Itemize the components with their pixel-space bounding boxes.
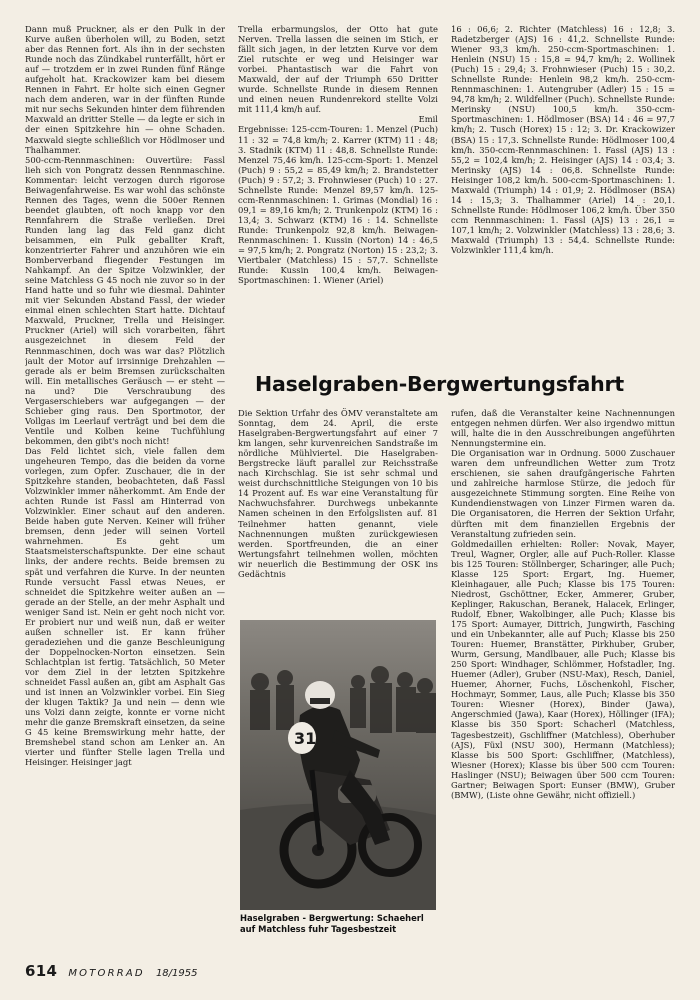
- svg-text:31: 31: [294, 729, 317, 748]
- issue-number: 18/1955: [155, 968, 198, 979]
- paragraph: Die Sektion Urfahr des ÖMV veranstaltete am Sonntag, dem 24. April, die erste Haselgraben-Bergwertungsfahrt auf einer 7 km langen, sehr kurvenreichen Sandstraße im nördliche Mühlviertel. Die Haselgraben-Bergstrecke läuft parallel zur Reichsstraße nach Kirchschlag. Sie ist sehr schmal und weist durchschnittliche Steigungen von 10 bis 14 Prozent auf. Es war eine Veranstaltung für Nachwuchsfahrer. Durchwegs unbekannte Namen scheinen in den Erfolgslisten auf. 81 Teilnehmer hatten genannt, viele Nachnennungen mußten zurückgewiesen werden. Sportfreunden, die an einer Wertungsfahrt teilnehmen wollen, möchten wir neuerlich die Bestimmung der OSK ins Gedächtnis: [238, 408, 438, 579]
- motorcycle-rider-image: [240, 620, 436, 910]
- magazine-name: MOTORRAD: [68, 968, 145, 979]
- paragraph: Das Feld lichtet sich, viele fallen dem ungeheuren Tempo, das die beiden da vorne vorlegen, zum Opfer. Zuschauer, die in der Spitzkehre standen, beobachteten, daß Fassl Volzwinkler immer näherkommt. Am Ende der achten Runde ist Fassl am Hinterrad von Volzwinkler. Einer schaut auf den anderen. Beide haben gute Nerven. Keiner will früher bremsen, denn jeder will seinen Vorteil wahrnehmen. Es geht um Staatsmeisterschaftspunkte. Der eine schaut links, der andere rechts. Beide bremsen zu spät und verfahren die Kurve. In der neunten Runde versucht Fassl etwas Neues, er schneidet die Spitzkehre weiter außen an — gerade an der Stelle, an der mehr Asphalt und weniger Sand ist. Nein er geht noch nicht vor. Er probiert nur und weiß nun, daß er weiter außen schneller ist. Er kann früher geradeziehen und die ganze Beschleunigung der Doppelnocken-Norton einsetzen. Sein Schlachtplan ist fertig. Tatsächlich, 50 Meter vor dem Ziel in der letzten Spitzkehre schneidet Fassl außen an, gibt am Asphalt Gas und ist innen an Volzwinkler vorbei. Ein Sieg der klugen Taktik? Ja und nein — denn wie uns Volzi dann zeigte, konnte er vorne nicht mehr die ganze Bremskraft einsetzen, da seine G 45 keine Bremswirkung mehr hatte, der Bremshebel stand schon am Lenker an. An vierter und fünfter Stelle lagen Trella und Heisinger. Heisinger jagt: [25, 445, 225, 768]
- article-column-1: [25, 24, 225, 959]
- results-paragraph: 16 : 06,6; 2. Richter (Matchless) 16 : 12,8; 3. Radetzberger (AJS) 16 : 41,2. Schnellste Runde: Wiener 93,3 km/h. 250-ccm-Sportmaschinen: 1. Henlein (NSU) 15 : 15,8 = 94,7 km/h; 2. Wollinek (Puch) 15 : 29,4; 3. Frohnwieser (Puch) 15 : 30,2. Schnellste Runde: Henlein 98,2 km/h. 250-ccm-Rennmaschinen: 1. Autengruber (Adler) 15 : 15 = 94,78 km/h; 2. Wildfellner (Puch). Schnellste Runde: Merinsky (NSU) 100,5 km/h. 350-ccm-Sportmaschinen: 1. Hödlmoser (BSA) 14 : 46 = 97,7 km/h; 2. Tusch (Horex) 15 : 12; 3. Dr. Krackowizer (BSA) 15 : 17,3. Schnellste Runde: Hödlmoser 100,4 km/h. 350-ccm-Rennmaschinen: 1. Fassl (AJS) 13 : 55,2 = 102,4 km/h; 2. Heisinger (AJS) 14 : 03,4; 3. Merinsky (AJS) 14 : 06,8. Schnellste Runde: Heisinger 108,2 km/h. 500-ccm-Sportmaschinen: 1. Maxwald (Triumph) 14 : 01,9; 2. Hödlmoser (BSA) 14 : 15,3; 3. Thalhammer (Ariel) 14 : 20,1. Schnellste Runde: Hödlmoser 106,2 km/h. Über 350 ccm Rennmaschinen: 1. Fassl (AJS) 13 : 26,1 = 107,1 km/h; 2. Volzwinkler (Matchless) 13 : 28,6; 3. Maxwald (Triumph) 13 : 54,4. Schnellste Runde: Volzwinkler 111,4 km/h.: [451, 24, 675, 256]
- results-paragraph: Ergebnisse: 125-ccm-Touren: 1. Menzel (Puch) 11 : 32 = 74,8 km/h; 2. Karrer (KTM) 11 : 48; 3. Stadnik (KTM) 11 : 48,8. Schnellste Runde: Menzel 75,46 km/h. 125-ccm-Sport: 1. Menzel (Puch) 9 : 55,2 = 85,49 km/h; 2. Brandstetter (Puch) 9 : 57,2; 3. Frohnwieser (Puch) 10 : 27. Schnellste Runde: Menzel 89,57 km/h. 125-ccm-Rennmaschinen: 1. Grimas (Mondial) 16 : 09,1 = 89,16 km/h; 2. Trunkenpolz (KTM) 16 : 13,4; 3. Schwarz (KTM) 16 : 14. Schnellste Runde: Trunkenpolz 92,8 km/h. Beiwagen-Rennmaschinen: 1. Kussin (Norton) 14 : 46,5 = 97,5 km/h; 2. Pongratz (Norton) 15 : 23,2; 3. Viertbaler (Matchless) 15 : 57,7. Schnellste Runde: Kussin 100,4 km/h. Beiwagen-Sportmaschinen: 1. Wiener (Ariel): [238, 124, 438, 286]
- author-signature: Emil: [418, 114, 438, 125]
- haselgraben-column-2: [451, 408, 675, 953]
- page-footer: [25, 961, 425, 981]
- paragraph: Die Organisation war in Ordnung. 5000 Zuschauer waren dem unfreundlichen Wetter zum Trotz erschienen, sie sahen draufgängerische Fahrten und zahlreiche harmlose Stürze, die jedoch für ausgezeichnete Stimmung sorgten. Eine Reihe von Kundendienstwagen von Linzer Firmen waren da. Die Organisatoren, die Herren der Sektion Urfahr, dürften mit dem finanziellen Ergebnis der Veranstaltung zufrieden sein.: [451, 448, 675, 539]
- page-number: 614: [25, 962, 58, 980]
- haselgraben-column-1: [238, 408, 438, 613]
- paragraph: rufen, daß die Veranstalter keine Nachnennungen entgegen nehmen dürfen. Wer also irgendwo mittun will, halte die in den Ausschreibungen angeführten Nennungstermine ein.: [451, 408, 675, 449]
- paragraph: Trella erbarmungslos, der Otto hat gute Nerven. Trella lassen die seinen im Stich, er fällt sich jagen, in der letzten Kurve vor dem Ziel rutschte er weg und Heisinger war vorbei. Phantastisch war die Fahrt von Maxwald, der auf der Triumph 650 Dritter wurde. Schnellste Runde in diesem Rennen und einen neuen Rundenrekord stellte Volzi mit 111,4 km/h auf.: [238, 24, 438, 115]
- photo-caption: Haselgraben - Bergwertung: Schaeherl auf Matchless fuhr Tagesbestzeit: [240, 913, 424, 934]
- article-column-3: [451, 24, 675, 384]
- article-headline: Haselgraben-Bergwertungsfahrt: [255, 372, 625, 396]
- race-photo: [240, 620, 436, 910]
- paragraph: Dann muß Pruckner, als er den Pulk in der Kurve außen überholen will, zu Boden, setzt aber das Rennen fort. Als ihn in der sechsten Runde noch das Zündkabel runterfällt, hört er auf — trotzdem er in zwei Runden fünf Ränge aufgeholt hat. Krackowizer kam bei diesem Rennen in Fahrt. Er holte sich einen Gegner nach dem anderen, war in der fünften Runde mit nur sechs Sekunden hinter dem führenden Maxwald an dritter Stelle — da legte er sich in der einen Spitzkehre hin — ohne Schaden. Maxwald siegte schließlich vor Hödlmoser und Thalhammer.: [25, 24, 225, 155]
- results-paragraph: Goldmedaillen erhielten: Roller: Novak, Mayer, Treul, Wagner, Orgler, alle auf Puch-Roller. Klasse bis 125 Touren: Stöllnberger, Scharinger, alle Puch; Klasse 125 Sport: Ergart, Ing. Huemer, Kleinhagauer, alle Puch; Klasse bis 175 Touren: Niedrost, Gschöttner, Ecker, Ammerer, Gruber, Keplinger, Rakuschan, Beranek, Halacek, Erlinger, Rudolf, Ebner, Wakolbinger, alle Puch; Klasse bis 175 Sport: Aumayer, Dittrich, Jungwirth, Fasching und ein Unbekannter, alle auf Puch; Klasse bis 250 Touren: Huemer, Branstätter, Pirkhuber, Gruber, Wurm, Gersung, Mandlbauer, alle Puch; Klasse bis 250 Sport: Windhager, Schlömmer, Hofstadler, Ing. Huemer (Adler), Gruber (NSU-Max), Resch, Daniel, Huemer, Ahorner, Fuchs, Löschenkohl, Fischer, Hochmayr, Sommer, Laus, alle Puch; Klasse bis 350 Touren: Wiesner (Horex), Binder (Jawa), Angerschmied (Jawa), Kaar (Horex), Höllinger (IFA); Klasse bis 350 Sport: Schacherl (Matchless, Tagesbestzeit), Gschliffner (Matchless), Oberhuber (AJS), Füxl (NSU 300), Hermann (Matchless); Klasse bis 500 Sport: Gschliffner, (Matchless), Wiesner (Horex); Klasse bis über 500 ccm Touren: Haslinger (NSU); Beiwagen über 500 ccm Touren: Gartner; Beiwagen Sport: Eunser (BMW), Gruber (BMW), (Liste ohne Gewähr, nicht offiziell.): [451, 538, 675, 800]
- article-column-2: [238, 24, 438, 382]
- paragraph: 500-ccm-Rennmaschinen: Ouvertüre: Fassl lieh sich von Pongratz dessen Rennmaschine. Kommentar: leicht verzogen durch rigorose Beiwagenfahrweise. Es war wohl das schönste Rennen des Tages, wenn die 500er Rennen beendet glaubten, oft noch knapp vor den Rennfahrern die Straße verließen. Drei Runden lang lag das Feld ganz dicht beisammen, ein Pulk geballter Kraft, konzentrierter Fahrer und anzuhören wie ein Bomberverband fliegender Festungen im Nahkampf. An der Spitze Volzwinkler, der seine Matchless G 45 noch nie zuvor so in der Hand hatte und so fuhr wie diesmal. Dahinter mit vier Sekunden Abstand Fassl, der wieder einmal einen schlechten Start hatte. Dichtauf Maxwald, Pruckner, Trella und Heisinger. Pruckner (Ariel) will sich vorarbeiten, fährt ausgezeichnet in diesem Feld der Rennmaschinen, doch was war das? Plötzlich jault der Motor auf irrsinnige Drehzahlen — gerade als er beim Bremsen zurückschalten will. Ein metallisches Geräusch — er steht — na und? Die Verschraubung des Vergaserschiebers war aufgegangen — der Schieber ging raus. Den Sportmotor, der Vollgas im Leerlauf verträgt und bei dem die Ventile und Kolben keine Tuchfühlung bekommen, den gibt's noch nicht!: [25, 154, 225, 446]
